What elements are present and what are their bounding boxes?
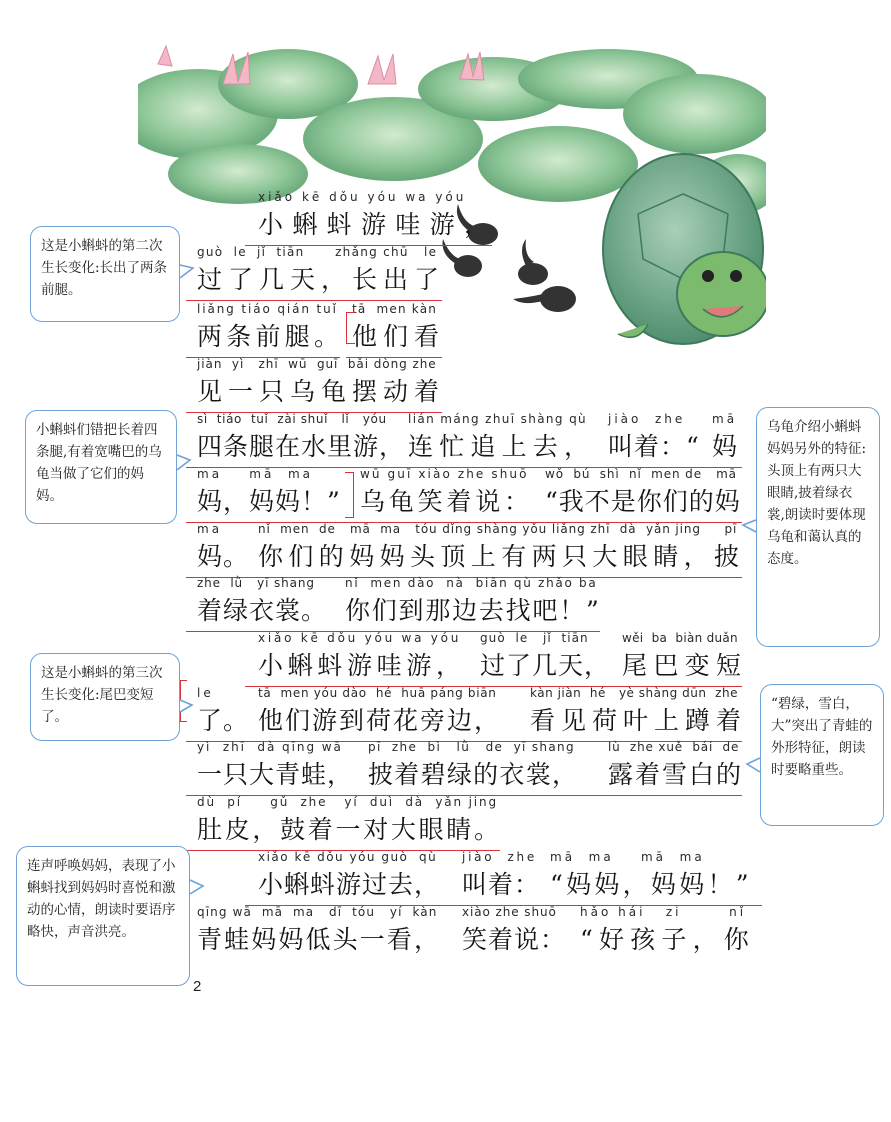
pinyin: xiǎo kē dǒu yóu guò qù	[258, 850, 438, 864]
hanzi: 尾巴变短	[622, 651, 748, 680]
pinyin: xiǎo kē dǒu yóu wa yóu	[258, 190, 467, 204]
pinyin: xiǎo kē dǒu yóu wa yóu	[258, 631, 462, 645]
hanzi: 了。	[197, 706, 250, 735]
bracket-turtle-end	[345, 472, 354, 518]
hanzi: 连忙追上去，	[408, 432, 596, 461]
pinyin: dù pí gǔ zhe yí duì dà yǎn jing	[197, 795, 498, 809]
text-segment	[197, 686, 250, 744]
hanzi: 小蝌蚪游哇游，	[258, 651, 466, 680]
pinyin: lián máng zhuī shàng qù	[408, 412, 588, 426]
pinyin: nǐ men de mā ma tóu dǐng shàng yǒu liǎng zhī dà yǎn jing pī	[258, 522, 738, 536]
hanzi: “妈妈，妈妈！”	[550, 870, 752, 899]
pinyin: zhe lǜ yī shang	[197, 576, 315, 590]
text-segment	[608, 412, 700, 470]
pinyin: pī zhe bì lǜ de yī shang	[368, 740, 575, 754]
text-segment	[197, 576, 328, 634]
hanzi: 你们到那边去找吧！”	[345, 596, 601, 625]
text-segment	[345, 576, 600, 634]
hanzi: 乌龟笑着说：	[360, 487, 533, 516]
hanzi: 妈。	[197, 542, 250, 571]
text-segment	[197, 740, 354, 798]
hanzi: 看见荷叶上蹲着	[530, 706, 748, 735]
red-underline	[186, 300, 442, 301]
pinyin: qīng wā mā ma dī tóu yí kàn	[197, 905, 438, 919]
note-calling-mother: 连声呼唤妈妈，表现了小蝌蚪找到妈妈时喜悦和激动的心情，朗读时要语序略快，声音洪亮。	[16, 846, 190, 986]
text-segment	[197, 357, 446, 415]
hanzi: 披着碧绿的衣裳，	[368, 760, 579, 789]
pinyin: nǐ men dào nà biān qù zhǎo ba	[345, 576, 598, 590]
page-number: 2	[193, 978, 202, 995]
note-frog-features: “碧绿，雪白，大”突出了青蛙的外形特征，朗读时要略重些。	[760, 684, 884, 826]
text-segment	[480, 631, 611, 689]
text-segment	[258, 850, 440, 908]
hanzi: 过了几天，长出了	[197, 265, 446, 294]
text-segment	[530, 686, 748, 744]
text-segment	[197, 522, 250, 580]
hanzi: 笑着说：	[462, 925, 567, 954]
hanzi: “我不是你们的妈	[545, 487, 741, 516]
text-segment	[462, 850, 541, 908]
hanzi: 他们看	[352, 322, 446, 351]
text-segment	[580, 905, 755, 963]
text-segment	[368, 740, 578, 798]
pinyin: mā	[712, 412, 738, 426]
pinyin: wū guī xiào zhe shuō	[360, 467, 529, 481]
note-mistaken-turtle: 小蝌蚪们错把长着四条腿,有着宽嘴巴的乌龟当做了它们的妈妈。	[25, 410, 177, 524]
text-segment	[197, 245, 446, 303]
hanzi: 叫着：	[462, 870, 541, 899]
text-segment	[258, 686, 500, 744]
hanzi: 妈	[712, 432, 739, 461]
text-segment	[360, 467, 533, 525]
hanzi: 小蝌蚪游哇游，	[258, 210, 499, 239]
pinyin: wǒ bú shì nǐ men de mā	[545, 467, 737, 481]
pinyin: le	[197, 686, 214, 700]
hanzi: 过了几天，	[480, 651, 611, 680]
pinyin: jiào zhe	[608, 412, 686, 426]
hanzi: 两条前腿。	[197, 322, 344, 351]
text-segment	[408, 412, 596, 470]
pinyin: tā men kàn	[352, 302, 438, 316]
pinyin: jiào zhe	[462, 850, 538, 864]
hanzi: 肚皮，鼓着一对大眼睛。	[197, 815, 502, 844]
hanzi: 叫着：“	[608, 432, 700, 461]
text-segment	[197, 795, 500, 853]
pinyin: hǎo hái zi nǐ	[580, 905, 747, 919]
hanzi: 见一只乌龟摆动着	[197, 377, 446, 406]
text-segment	[462, 905, 567, 963]
text-segment	[545, 467, 740, 525]
note-tail-shorter: 这是小蝌蚪的第三次生长变化:尾巴变短了。	[30, 653, 180, 741]
text-segment	[197, 412, 406, 470]
hanzi: 妈，妈妈！”	[197, 487, 341, 516]
hanzi: 露着雪白的	[608, 760, 744, 789]
hanzi: 四条腿在水里游，	[197, 432, 406, 461]
pinyin: xiào zhe shuō	[462, 905, 557, 919]
pinyin: guò le jǐ tiān	[480, 631, 589, 645]
hanzi: 他们游到荷花旁边，	[258, 706, 502, 735]
pinyin: jiàn yì zhī wū guī bǎi dòng zhe	[197, 357, 437, 371]
text-segment	[197, 467, 340, 525]
pinyin: guò le jǐ tiān zhǎng chū le	[197, 245, 438, 259]
text-segment	[352, 302, 446, 360]
hanzi: “好孩子，你	[580, 925, 755, 954]
text-segment	[197, 302, 344, 360]
hanzi: 一只大青蛙，	[197, 760, 354, 789]
text-segment	[258, 190, 499, 248]
hanzi: 青蛙妈妈低头一看，	[197, 925, 442, 954]
hanzi: 着绿衣裳。	[197, 596, 328, 625]
pinyin: sì tiáo tuǐ zài shuǐ lǐ yóu	[197, 412, 387, 426]
pinyin: ma mā ma	[197, 467, 314, 481]
pinyin: yì zhī dà qīng wā	[197, 740, 343, 754]
text-segment	[712, 412, 740, 470]
pinyin: mā ma mā ma	[550, 850, 705, 864]
note-front-legs: 这是小蝌蚪的第二次生长变化:长出了两条前腿。	[30, 226, 180, 322]
pinyin: ma	[197, 522, 223, 536]
bracket-turtle-start	[346, 312, 355, 344]
pinyin: liǎng tiáo qián tuǐ	[197, 302, 338, 316]
bracket-frog	[180, 680, 187, 722]
pinyin: kàn jiàn hé yè shàng dūn zhe	[530, 686, 739, 700]
pinyin: wěi ba biàn duǎn	[622, 631, 738, 645]
hanzi: 你们的妈妈头顶上有两只大眼睛，披	[258, 542, 745, 571]
pinyin: tā men yóu dào hé huā páng biān	[258, 686, 497, 700]
text-segment	[197, 905, 440, 963]
pinyin: lù zhe xuě bái de	[608, 740, 740, 754]
text-segment	[258, 631, 466, 689]
text-segment	[258, 522, 745, 580]
text-segment	[622, 631, 748, 689]
text-segment	[608, 740, 742, 798]
hanzi: 小蝌蚪游过去，	[258, 870, 441, 899]
text-segment	[550, 850, 750, 908]
note-turtle-description: 乌龟介绍小蝌蚪妈妈另外的特征:头顶上有两只大眼睛,披着绿衣裳,朗读时要体现乌龟和蔼认真的态度。	[756, 407, 880, 647]
